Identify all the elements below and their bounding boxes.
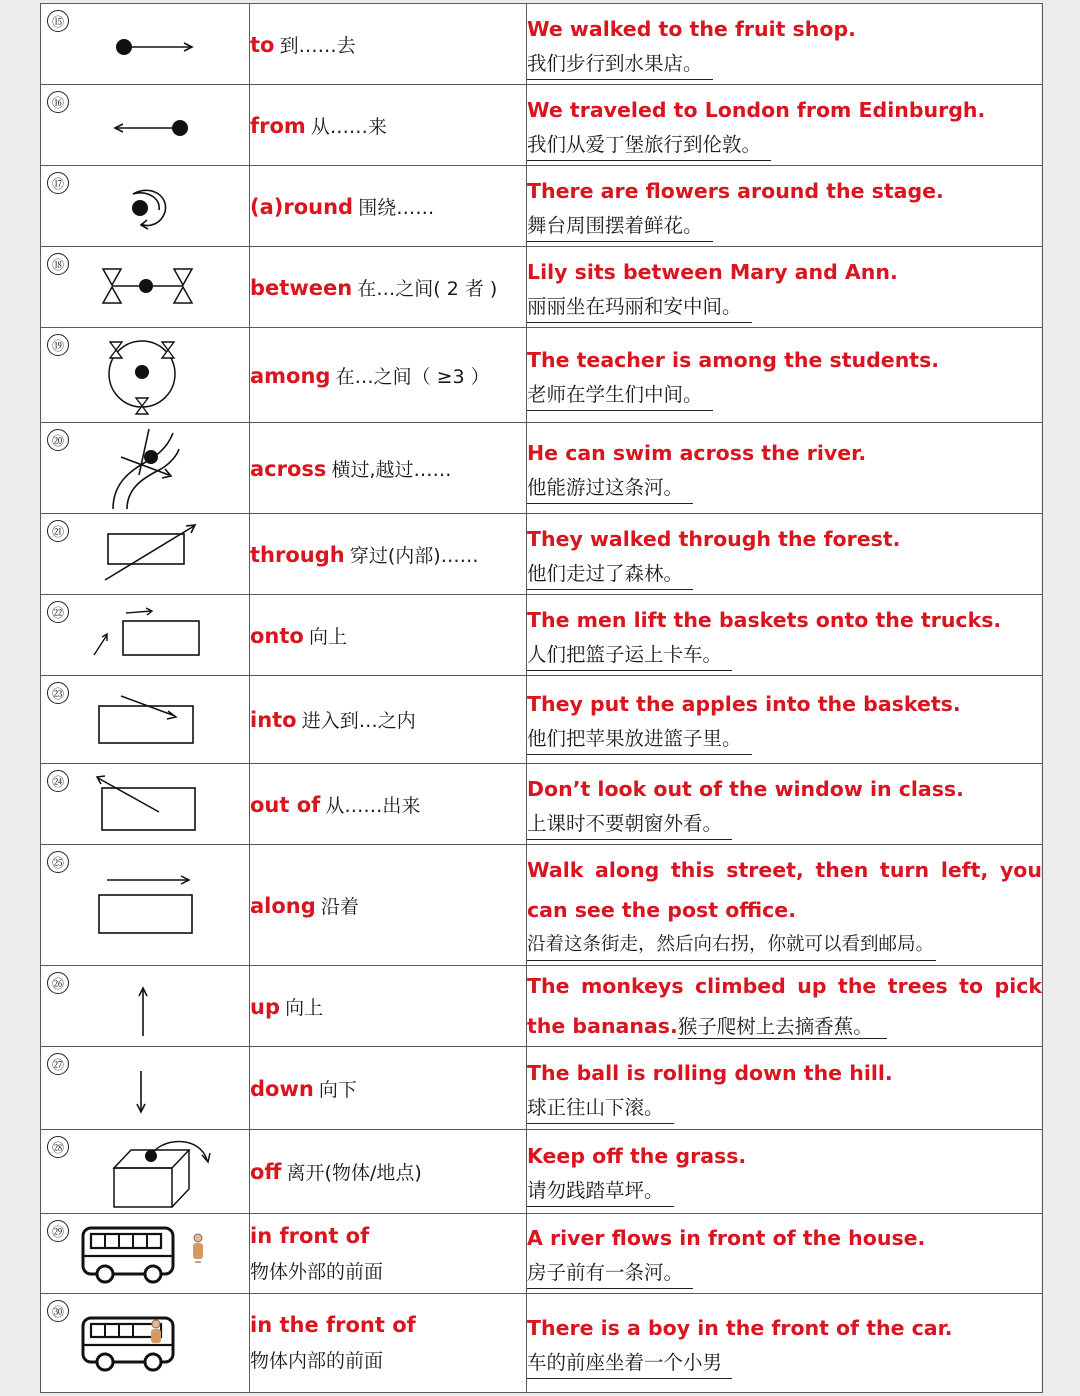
table-row: [41, 85, 1043, 166]
term-chinese: 向上: [308, 625, 347, 648]
example-chinese: 老师在学生们中间。: [527, 380, 713, 411]
row-number: ㉒: [47, 601, 69, 623]
term-chinese: 向下: [318, 1078, 357, 1101]
arrow-onto-box-icon: [41, 595, 249, 676]
example-chinese: 我们步行到水果店。: [527, 49, 713, 80]
row-number: ⑰: [47, 172, 69, 194]
example-chinese: 沿着这条街走，然后向右拐，你就可以看到邮局。: [527, 930, 936, 961]
row-number: ㉙: [47, 1220, 69, 1242]
dot-arrow-to-right-icon: [41, 4, 249, 85]
table-row: [41, 845, 1043, 966]
dot-among-circle-figures-icon: [41, 328, 249, 423]
row-number: ㉕: [47, 851, 69, 873]
term-english: across: [250, 456, 327, 481]
term-chinese: 进入到…之内: [301, 710, 416, 732]
term-english: onto: [250, 623, 304, 648]
table-row: [41, 764, 1043, 845]
term-chinese: 离开(物体/地点): [286, 1162, 422, 1184]
bus-person-inside-front-icon: [41, 1294, 249, 1393]
term-chinese: 沿着: [320, 895, 359, 918]
example-english: The men lift the baskets onto the trucks.: [527, 607, 1002, 632]
example-english: There are flowers around the stage.: [527, 178, 944, 203]
table-row: [41, 423, 1043, 514]
term-english: from: [250, 113, 306, 138]
term-english: down: [250, 1076, 314, 1101]
term-english: in front of: [250, 1223, 370, 1248]
row-number: ㉓: [47, 682, 69, 704]
row-number: ㉑: [47, 520, 69, 542]
term-chinese: 在…之间（ ≥3 ）: [335, 365, 490, 388]
example-english-line-2: can see the post office.: [527, 897, 796, 922]
example-english: Keep off the grass.: [527, 1144, 747, 1168]
term-english: (a)round: [250, 194, 354, 219]
example-english: They put the apples into the baskets.: [527, 692, 961, 716]
term-english: between: [250, 275, 353, 300]
table-row: [41, 1047, 1043, 1130]
arrow-across-river-icon: [41, 423, 249, 514]
term-english: along: [250, 893, 316, 918]
table-row: [41, 4, 1043, 85]
bus-person-in-front-icon: [41, 1214, 249, 1294]
table-row: [41, 328, 1043, 423]
example-chinese: 他能游过这条河。: [527, 473, 693, 504]
term-chinese: 横过,越过……: [331, 458, 452, 481]
table-row: [41, 1130, 1043, 1214]
term-chinese: 到……去: [279, 34, 356, 57]
term-english: through: [250, 542, 345, 567]
table-row: [41, 514, 1043, 595]
term-english: among: [250, 363, 331, 388]
term-chinese: 物体外部的前面: [250, 1260, 384, 1283]
table-row: [41, 676, 1043, 764]
row-number: ㉗: [47, 1053, 69, 1075]
example-english: The monkeys climbed up the trees to pick: [527, 974, 1042, 998]
row-number: ㉔: [47, 770, 69, 792]
example-chinese: 他们把苹果放进篮子里。: [527, 724, 752, 755]
row-number: ⑲: [47, 334, 69, 356]
arrow-into-box-icon: [41, 676, 249, 764]
term-english: to: [250, 32, 275, 57]
term-english: up: [250, 994, 280, 1019]
term-chinese: 在…之间( 2 者 ): [357, 277, 498, 300]
table-row: [41, 247, 1043, 328]
example-chinese: 他们走过了森林。: [527, 559, 693, 590]
example-chinese: 上课时不要朝窗外看。: [527, 809, 732, 840]
row-number: ⑱: [47, 253, 69, 275]
arrow-along-box-icon: [41, 845, 249, 966]
arrow-off-cube-icon: [41, 1130, 249, 1214]
circular-arrow-around-dot-icon: [41, 166, 249, 247]
preposition-sheet: [40, 3, 1041, 1392]
dot-between-two-figures-icon: [41, 247, 249, 328]
example-chinese: 请勿践踏草坪。: [527, 1176, 674, 1207]
example-chinese: 车的前座坐着一个小男: [527, 1348, 732, 1379]
row-number: ㉚: [47, 1300, 69, 1322]
table-row: [41, 1214, 1043, 1294]
example-chinese: 人们把篮子运上卡车。: [527, 640, 732, 671]
example-chinese: 房子前有一条河。: [527, 1258, 693, 1289]
row-number: ㉖: [47, 972, 69, 994]
example-english: He can swim across the river.: [527, 440, 867, 465]
example-chinese: 丽丽坐在玛丽和安中间。: [527, 292, 752, 323]
example-english: They walked through the forest.: [527, 526, 901, 551]
term-english: into: [250, 708, 297, 732]
arrow-up-icon: [41, 966, 249, 1047]
example-english: The teacher is among the students.: [527, 347, 940, 372]
term-chinese: 从……来: [310, 115, 387, 138]
term-chinese: 从……出来: [325, 794, 421, 817]
preposition-table: [40, 3, 1043, 1393]
row-number: ㉘: [47, 1136, 69, 1158]
term-chinese: 物体内部的前面: [250, 1350, 384, 1372]
arrow-from-dot-left-icon: [41, 85, 249, 166]
term-english: in the front of: [250, 1313, 416, 1337]
example-chinese: 猴子爬树上去摘香蕉。: [678, 1015, 887, 1039]
term-chinese: 向上: [285, 996, 324, 1019]
example-english: Walk along this street, then turn left, you: [527, 857, 1042, 882]
example-chinese: 舞台周围摆着鲜花。: [527, 211, 713, 242]
example-english: The ball is rolling down the hill.: [527, 1060, 893, 1085]
arrow-out-of-box-icon: [41, 764, 249, 845]
example-chinese: 我们从爱丁堡旅行到伦敦。: [527, 130, 771, 161]
row-number: ⑳: [47, 429, 69, 451]
arrow-down-icon: [41, 1047, 249, 1130]
table-row: [41, 966, 1043, 1047]
example-english-line-2: the bananas.: [527, 1014, 678, 1038]
example-english: We walked to the fruit shop.: [527, 16, 856, 41]
example-english: Lily sits between Mary and Ann.: [527, 259, 898, 284]
term-english: out of: [250, 792, 321, 817]
row-number: ⑮: [47, 10, 69, 32]
table-row: [41, 1294, 1043, 1393]
term-chinese: 穿过(内部)……: [349, 544, 479, 567]
example-chinese: 球正往山下滚。: [527, 1093, 674, 1124]
term-english: off: [250, 1160, 282, 1184]
example-english: A river flows in front of the house.: [527, 1226, 926, 1250]
table-row: [41, 166, 1043, 247]
table-row: [41, 595, 1043, 676]
example-english: There is a boy in the front of the car.: [527, 1315, 953, 1340]
term-chinese: 围绕……: [358, 196, 435, 219]
example-english: Don’t look out of the window in class.: [527, 776, 964, 801]
arrow-through-box-icon: [41, 514, 249, 595]
example-english: We traveled to London from Edinburgh.: [527, 97, 986, 122]
row-number: ⑯: [47, 91, 69, 113]
